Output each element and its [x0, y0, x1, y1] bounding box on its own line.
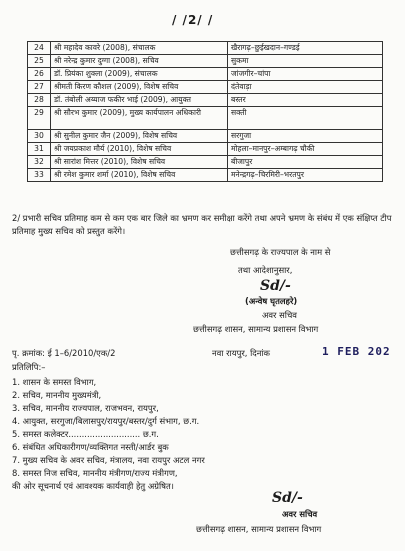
- copy-to-heading: प्रतिलिपि:–: [12, 362, 46, 372]
- serial-number-cell: 24: [28, 42, 51, 55]
- list-item: 4. आयुक्त, सरगुजा/बिलासपुर/रायपुर/बस्तर/दुर्ग संभाग, छ.ग.: [12, 416, 200, 426]
- list-item: 6. संबंधित अधिकारीगण/व्यक्तिगत नस्ती/आर्डर बुक: [12, 442, 169, 452]
- list-item: 2. सचिव, माननीय मुख्यमंत्री,: [12, 390, 102, 400]
- list-item: 3. सचिव, माननीय राज्यपाल, राजभवन, रायपुर,: [12, 403, 159, 413]
- place-date: नवा रायपुर, दिनांक: [212, 348, 270, 358]
- signatory-department: छत्तीसगढ़ शासन, सामान्य प्रशासन विभाग: [193, 324, 319, 334]
- district-cell: मोहला–मानपुर–अम्बागढ़ चौकी: [228, 143, 383, 156]
- copy-list: [12, 376, 205, 493]
- district-cell: सुकमा: [228, 55, 383, 68]
- serial-number-cell: 32: [28, 156, 51, 169]
- footer-department: छत्तीसगढ़ शासन, सामान्य प्रशासन विभाग: [196, 524, 322, 534]
- list-item: 8. समस्त निज सचिव, माननीय मंत्रीगण/राज्य मंत्रीगण,: [12, 468, 178, 478]
- signature-2: Sd/-: [272, 490, 303, 506]
- table-row: [28, 107, 383, 130]
- serial-number-cell: 27: [28, 81, 51, 94]
- officer-district-table: [27, 41, 383, 182]
- officer-name-cell: श्री सौरभ कुमार (2009), मुख्य कार्यपालन अधिकारी: [51, 107, 228, 130]
- signatory-designation: अवर सचिव: [262, 310, 297, 320]
- officer-name-cell: श्री सुनील कुमार जैन (2009), विशेष सचिव: [51, 130, 228, 143]
- table-row: [28, 130, 383, 143]
- serial-number-cell: 28: [28, 94, 51, 107]
- officer-name-cell: श्री सारांश मित्तर (2010), विशेष सचिव: [51, 156, 228, 169]
- officer-name-cell: डॉ. प्रियंका शुक्ला (2009), संचालक: [51, 68, 228, 81]
- table-row: [28, 55, 383, 68]
- reference-number: पृ. क्रमांक: ई 1–6/2010/एक/2: [12, 348, 116, 358]
- serial-number-cell: 29: [28, 107, 51, 130]
- list-item: 7. मुख्य सचिव के अवर सचिव, मंत्रालय, नवा रायपुर अटल नगर: [12, 455, 205, 465]
- district-cell: जांजगीर–चांपा: [228, 68, 383, 81]
- list-item: 5. समस्त कलेक्टर........................... छ.ग.: [12, 429, 159, 439]
- signature-1: Sd/-: [260, 278, 291, 294]
- table-row: [28, 169, 383, 182]
- serial-number-cell: 33: [28, 169, 51, 182]
- table-row: [28, 94, 383, 107]
- officer-name-cell: श्री महादेव कावरे (2008), संचालक: [51, 42, 228, 55]
- footer-designation: अवर सचिव: [282, 509, 318, 519]
- paragraph-2: 2/ प्रभारी सचिव प्रतिमाह कम से कम एक बार जिले का भ्रमण कर समीक्षा करेंगे तथा अपने भ्रमण के संबंध में एक संक्षिप्त टीप प्रतिमाह मुख्य सचिव को प्रस्तुत करेंगे।: [12, 213, 392, 236]
- officer-name-cell: श्री जयप्रकाश मौर्य (2010), विशेष सचिव: [51, 143, 228, 156]
- table-row: [28, 68, 383, 81]
- district-cell: सक्ती: [228, 107, 383, 130]
- district-cell: मनेन्द्रगढ़–चिरमिरी–भरतपुर: [228, 169, 383, 182]
- district-cell: बस्तर: [228, 94, 383, 107]
- serial-number-cell: 25: [28, 55, 51, 68]
- date-stamp: 1 FEB 202: [322, 345, 391, 358]
- officer-name-cell: श्रीमती किरण कौशल (2009), विशेष सचिव: [51, 81, 228, 94]
- table-row: [28, 143, 383, 156]
- serial-number-cell: 31: [28, 143, 51, 156]
- page-number: / /2/ /: [172, 13, 214, 27]
- serial-number-cell: 30: [28, 130, 51, 143]
- officer-name-cell: डॉ. तंबोली अय्याज फकीर भाई (2009), आयुक्त: [51, 94, 228, 107]
- officer-name-cell: श्री रमेश कुमार शर्मा (2010), विशेष सचिव: [51, 169, 228, 182]
- district-cell: खैरागढ़–छुईखदान–गण्डई: [228, 42, 383, 55]
- serial-number-cell: 26: [28, 68, 51, 81]
- table-row: [28, 156, 383, 169]
- governor-line: छत्तीसगढ़ के राज्यपाल के नाम से: [230, 247, 331, 257]
- officer-name-cell: श्री नरेन्द्र कुमार दुग्गा (2008), सचिव: [51, 55, 228, 68]
- table-row: [28, 81, 383, 94]
- list-item: 1. शासन के समस्त विभाग,: [12, 377, 97, 387]
- district-cell: सरगुजा: [228, 130, 383, 143]
- closing-line: की ओर सूचनार्थ एवं आवश्यक कार्यवाही हेतु अग्रेषित।: [12, 481, 174, 491]
- signatory-name: (अन्वेष घृतलहरे): [245, 296, 298, 306]
- district-cell: दंतेवाड़ा: [228, 81, 383, 94]
- table-row: [28, 42, 383, 55]
- order-line: तथा आदेशानुसार,: [238, 265, 293, 275]
- district-cell: बीजापुर: [228, 156, 383, 169]
